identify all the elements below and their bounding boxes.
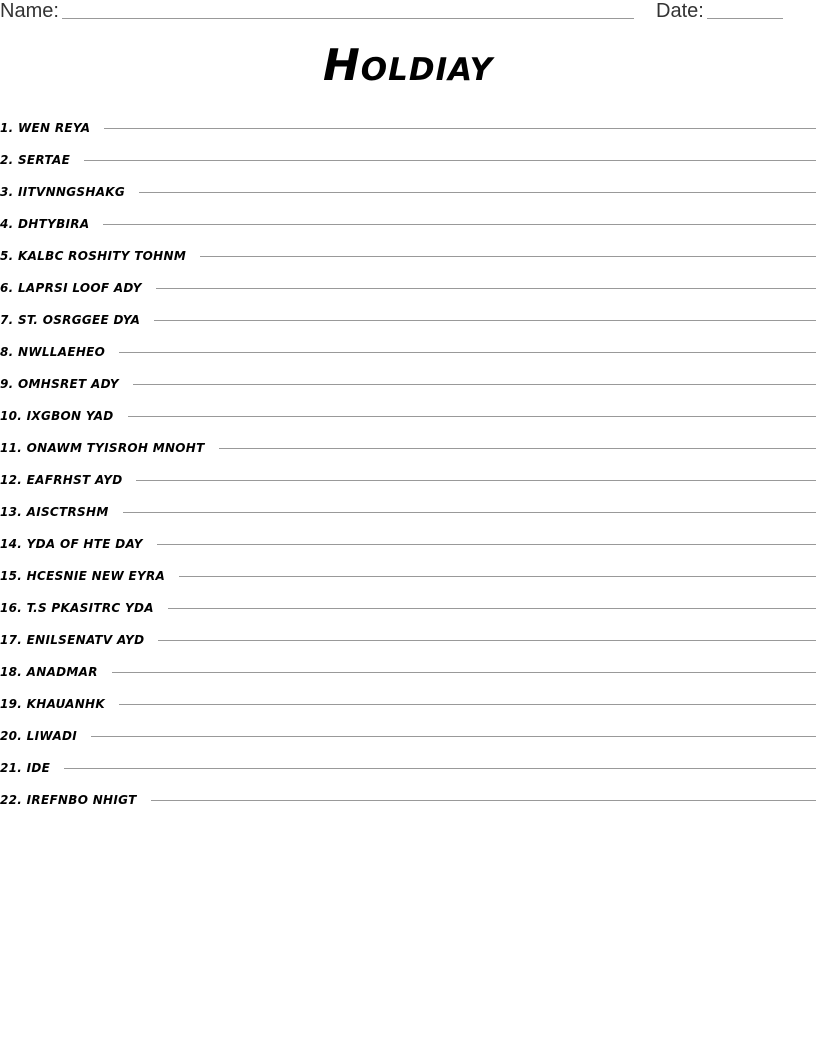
scrambled-word: 16. T.S PKASITRC YDA [0,601,154,615]
answer-line[interactable] [128,416,816,417]
answer-line[interactable] [156,288,816,289]
scrambled-word: 22. IREFNBO NHIGT [0,793,137,807]
list-item [0,464,816,496]
scrambled-word: 15. HCESNIE NEW EYRA [0,569,166,583]
answer-line[interactable] [157,544,816,545]
scramble-list [0,112,816,816]
scrambled-word: 8. NWLLAEHEO [0,345,106,359]
scrambled-word: 18. ANADMAR [0,665,98,679]
scrambled-word: 4. DHTYBIRA [0,217,90,231]
worksheet-header [0,0,816,24]
scrambled-word: 14. YDA OF HTE DAY [0,537,143,551]
scrambled-word: 1. WEN REYA [0,121,91,135]
answer-line[interactable] [139,192,816,193]
answer-line[interactable] [103,224,816,225]
list-item [0,528,816,560]
list-item [0,176,816,208]
answer-line[interactable] [91,736,816,737]
list-item [0,720,816,752]
answer-line[interactable] [133,384,816,385]
scrambled-word: 11. ONAWM TYISROH MNOHT [0,441,205,455]
list-item [0,208,816,240]
answer-line[interactable] [200,256,816,257]
list-item [0,432,816,464]
answer-line[interactable] [158,640,816,641]
list-item [0,272,816,304]
scrambled-word: 21. IDE [0,761,51,775]
answer-line[interactable] [168,608,816,609]
answer-line[interactable] [219,448,816,449]
answer-line[interactable] [179,576,816,577]
answer-line[interactable] [154,320,816,321]
list-item [0,304,816,336]
answer-line[interactable] [104,128,816,129]
answer-line[interactable] [64,768,816,769]
scrambled-word: 5. KALBC ROSHITY TOHNM [0,249,187,263]
answer-line[interactable] [119,352,816,353]
scrambled-word: 19. KHAUANHK [0,697,106,711]
answer-line[interactable] [123,512,816,513]
scrambled-word: 2. SERTAE [0,153,71,167]
scrambled-word: 12. EAFRHST AYD [0,473,123,487]
list-item [0,688,816,720]
list-item [0,592,816,624]
list-item [0,368,816,400]
list-item [0,496,816,528]
list-item [0,240,816,272]
name-label: Name: [0,0,59,22]
list-item [0,624,816,656]
list-item [0,560,816,592]
scrambled-word: 20. LIWADI [0,729,78,743]
scrambled-word: 13. AISCTRSHM [0,505,109,519]
list-item [0,400,816,432]
scrambled-word: 10. IXGBON YAD [0,409,114,423]
date-label: Date: [656,0,704,22]
answer-line[interactable] [84,160,816,161]
date-field-line [707,18,783,19]
list-item [0,752,816,784]
worksheet-title: Holdiay [322,40,494,91]
answer-line[interactable] [136,480,816,481]
scrambled-word: 9. OMHSRET ADY [0,377,119,391]
list-item [0,784,816,816]
answer-line[interactable] [112,672,816,673]
scrambled-word: 6. LAPRSI LOOF ADY [0,281,142,295]
answer-line[interactable] [151,800,816,801]
list-item [0,112,816,144]
list-item [0,336,816,368]
scrambled-word: 7. ST. OSRGGEE DYA [0,313,141,327]
answer-line[interactable] [119,704,816,705]
scrambled-word: 17. ENILSENATV AYD [0,633,145,647]
scrambled-word: 3. IITVNNGSHAKG [0,185,126,199]
list-item [0,144,816,176]
name-field-line [62,18,634,19]
list-item [0,656,816,688]
